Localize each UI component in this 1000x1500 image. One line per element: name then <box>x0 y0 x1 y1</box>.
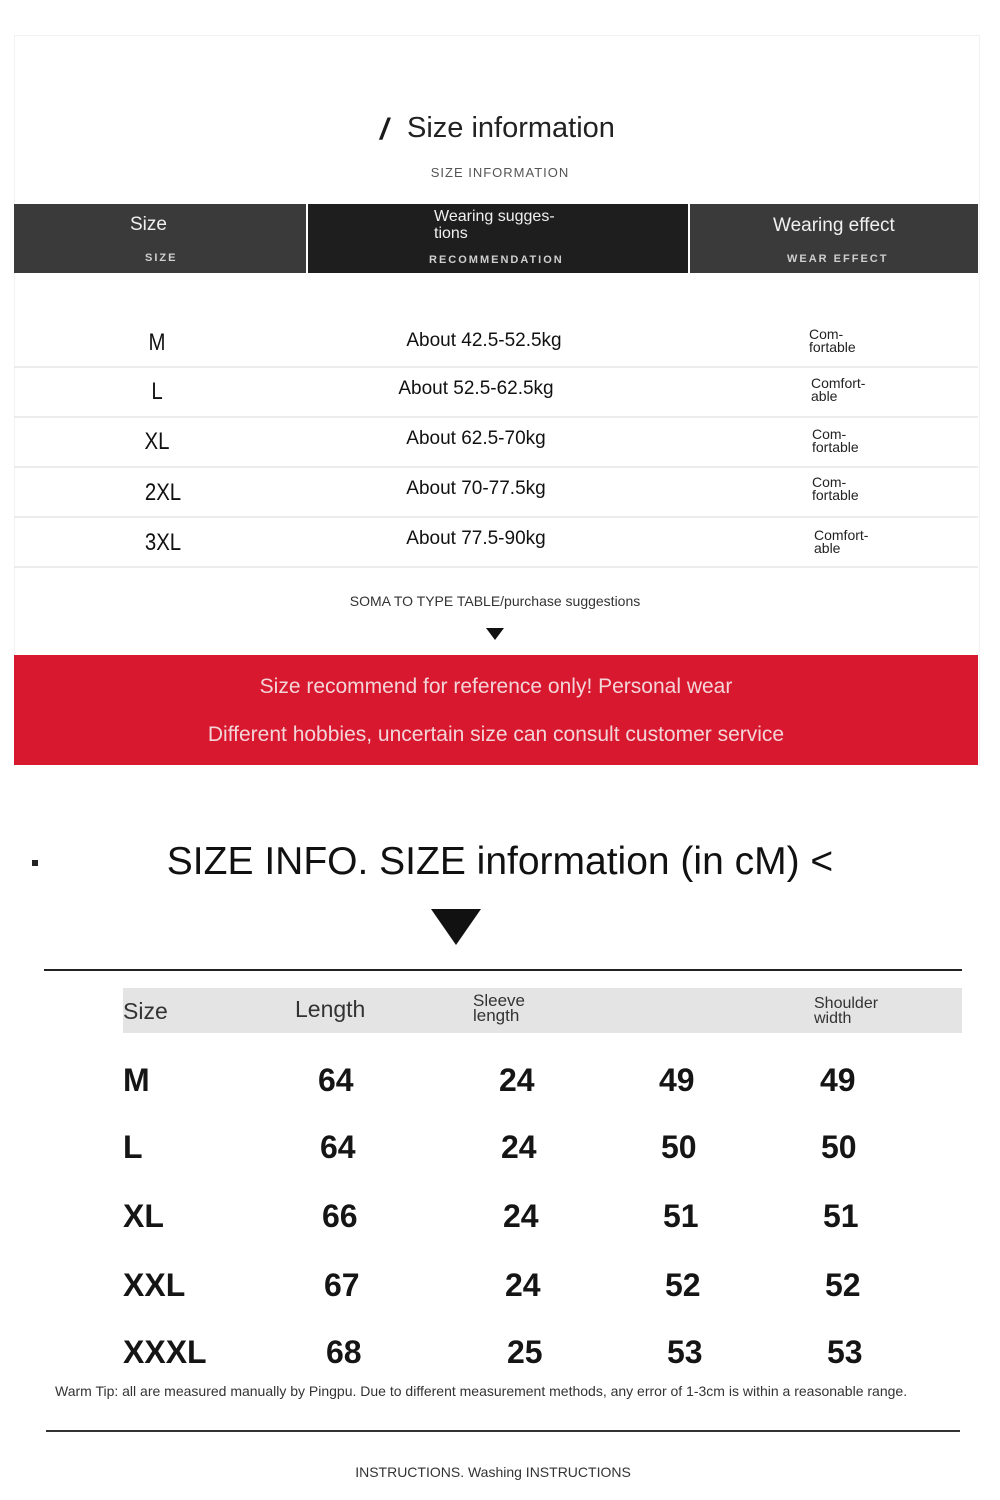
cell-size: M <box>123 1062 150 1098</box>
table-row <box>123 1198 962 1266</box>
cell-shoulder: 53 <box>827 1334 863 1370</box>
instructions-heading: INSTRUCTIONS. Washing INSTRUCTIONS <box>355 1464 631 1480</box>
cell-bust: 53 <box>667 1334 703 1370</box>
row-size: 3XL <box>144 529 182 556</box>
row-recommendation: About 42.5-52.5kg <box>406 330 562 351</box>
section-subtitle: SIZE INFORMATION <box>430 165 570 180</box>
notice-line-2: Different hobbies, uncertain size can consult customer service <box>207 723 785 746</box>
cell-size: XXXL <box>123 1334 207 1370</box>
cell-bust: 51 <box>663 1198 699 1234</box>
cell-size: XXL <box>123 1267 186 1303</box>
cell-sleeve: 24 <box>505 1267 541 1303</box>
header-length: Length <box>295 996 366 1022</box>
cell-length: 64 <box>320 1129 356 1165</box>
cell-shoulder: 50 <box>821 1129 857 1165</box>
cell-shoulder: 51 <box>823 1198 859 1234</box>
cell-bust: 49 <box>659 1062 695 1098</box>
row-recommendation: About 62.5-70kg <box>406 428 546 449</box>
row-effect: Com-fortable <box>809 326 856 355</box>
cell-length: 64 <box>318 1062 354 1098</box>
header-size-label: Size <box>130 214 167 235</box>
table-row <box>14 518 978 568</box>
notice-banner <box>14 655 978 765</box>
header-wear-effect-sublabel: WEAR EFFECT <box>787 253 889 265</box>
table-row <box>123 1267 962 1335</box>
triangle-down-icon <box>431 909 481 945</box>
cell-shoulder: 49 <box>820 1062 856 1098</box>
table-row <box>123 1062 962 1130</box>
row-effect: Comfort-able <box>814 527 869 556</box>
header-recommendation <box>308 204 688 273</box>
cell-sleeve: 24 <box>503 1198 539 1234</box>
header-size: Size <box>123 998 168 1024</box>
cell-size: XL <box>123 1198 164 1234</box>
header-wear-effect <box>690 204 978 273</box>
table-row <box>14 318 978 368</box>
measurements-header <box>123 988 962 1033</box>
section-title: Size information <box>407 112 615 144</box>
row-size: L <box>151 378 163 405</box>
cell-length: 66 <box>322 1198 358 1234</box>
row-size: XL <box>144 428 170 455</box>
measurements-title: SIZE INFO. SIZE information (in cM) < <box>166 840 834 883</box>
cell-bust: 52 <box>665 1267 701 1303</box>
cell-sleeve: 24 <box>499 1062 535 1098</box>
header-size-sublabel: SIZE <box>145 252 178 264</box>
row-recommendation: About 52.5-62.5kg <box>398 378 554 399</box>
cell-sleeve: 24 <box>501 1129 537 1165</box>
table-row <box>14 468 978 518</box>
notice-line-1: Size recommend for reference only! Personal wear <box>259 675 733 698</box>
cell-bust: 50 <box>661 1129 697 1165</box>
divider <box>46 1430 960 1432</box>
table-note: SOMA TO TYPE TABLE/purchase suggestions <box>349 593 641 609</box>
cell-length: 68 <box>326 1334 362 1370</box>
header-recommendation-label: Wearing sugges-tions <box>434 208 555 242</box>
cell-size: L <box>123 1129 143 1165</box>
title-slash: / <box>380 113 389 146</box>
cell-shoulder: 52 <box>825 1267 861 1303</box>
row-recommendation: About 77.5-90kg <box>406 528 546 549</box>
warm-tip: Warm Tip: all are measured manually by Pingpu. Due to different measurement methods, any error of 1-3cm is within a reasonable range. <box>55 1383 908 1399</box>
header-recommendation-sublabel: RECOMMENDATION <box>429 254 564 266</box>
row-size: M <box>148 329 166 356</box>
table-row <box>14 418 978 468</box>
row-recommendation: About 70-77.5kg <box>406 478 546 499</box>
row-size: 2XL <box>144 479 182 506</box>
cell-length: 67 <box>324 1267 360 1303</box>
header-sleeve-length: Sleeve length <box>473 991 525 1025</box>
header-wear-effect-label: Wearing effect <box>773 215 895 236</box>
table-row <box>123 1129 962 1197</box>
cell-sleeve: 25 <box>507 1334 543 1370</box>
row-effect: Com-fortable <box>812 474 859 503</box>
row-effect: Comfort-able <box>811 375 866 404</box>
header-shoulder-width: Shoulder width <box>814 995 879 1027</box>
header-size <box>14 204 306 273</box>
table-row <box>14 368 978 418</box>
row-effect: Com-fortable <box>812 426 859 455</box>
divider <box>44 969 962 971</box>
triangle-down-icon <box>486 628 504 640</box>
